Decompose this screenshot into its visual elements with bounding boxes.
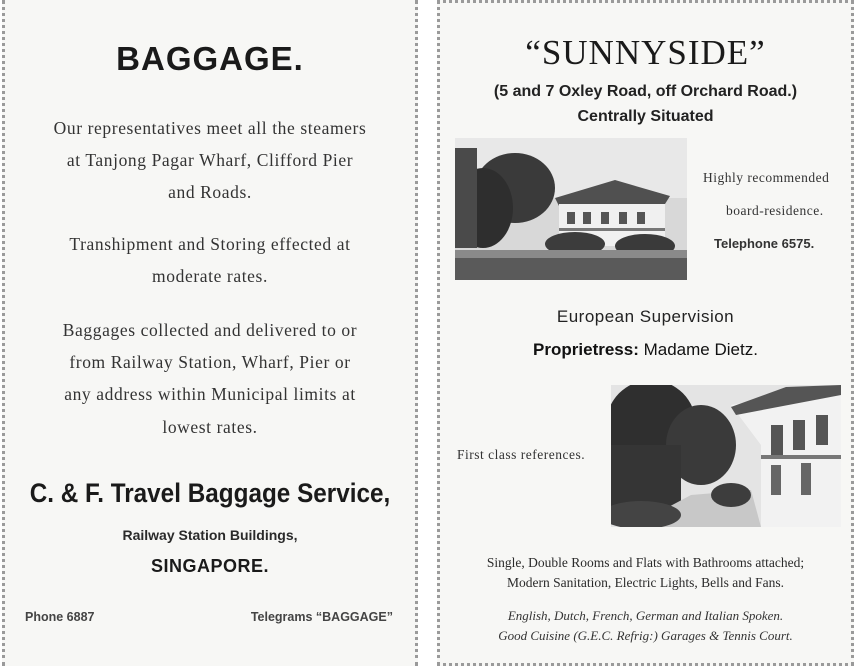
recommendation-line1: Highly recommended (703, 170, 830, 185)
supervision-line: European Supervision (556, 307, 735, 326)
languages-line: English, Dutch, French, German and Italian Spoken. (507, 608, 784, 623)
extras-line: Good Cuisine (G.E.C. Refrig:) Garages & Tennis Court. (498, 628, 793, 643)
para2-line1: Transhipment and Storing effected at (69, 234, 351, 254)
para3-line4: lowest rates. (162, 417, 258, 437)
sunnyside-title: “SUNNYSIDE” (525, 33, 766, 72)
phone-number: Phone 6887 (25, 610, 95, 624)
para3-line1: Baggages collected and delivered to or (62, 320, 358, 340)
house-photo (455, 138, 687, 280)
para3-line3: any address within Municipal limits at (64, 384, 356, 404)
recommendation-line2: board-residence. (726, 203, 824, 218)
company-city: SINGAPORE. (150, 556, 270, 576)
sunnyside-telephone: Telephone 6575. (714, 236, 815, 251)
para1-line3: and Roads. (168, 182, 252, 202)
baggage-advertisement (2, 0, 418, 666)
company-address: Railway Station Buildings, (122, 527, 298, 543)
sunnyside-address: (5 and 7 Oxley Road, off Orchard Road.) (493, 83, 798, 100)
proprietress-label: Proprietress: (533, 340, 639, 359)
driveway-photo (611, 385, 841, 527)
rooms-line1: Single, Double Rooms and Flats with Bathrooms attached; (486, 555, 805, 570)
sunnyside-location: Centrally Situated (577, 108, 714, 125)
para3-line2: from Railway Station, Wharf, Pier or (69, 352, 351, 372)
references-note: First class references. (457, 447, 586, 462)
baggage-title: BAGGAGE. (116, 40, 304, 77)
proprietress-name: Madame Dietz. (643, 340, 758, 359)
para2-line2: moderate rates. (152, 266, 268, 286)
telegram-address: Telegrams “BAGGAGE” (250, 610, 393, 624)
proprietress-line (440, 340, 851, 360)
rooms-line2: Modern Sanitation, Electric Lights, Bells and Fans. (506, 575, 785, 590)
sunnyside-advertisement (437, 0, 854, 666)
para1-line2: at Tanjong Pagar Wharf, Clifford Pier (66, 150, 354, 170)
para1-line1: Our representatives meet all the steamers (53, 118, 367, 138)
company-name: C. & F. Travel Baggage Service, (29, 478, 391, 508)
